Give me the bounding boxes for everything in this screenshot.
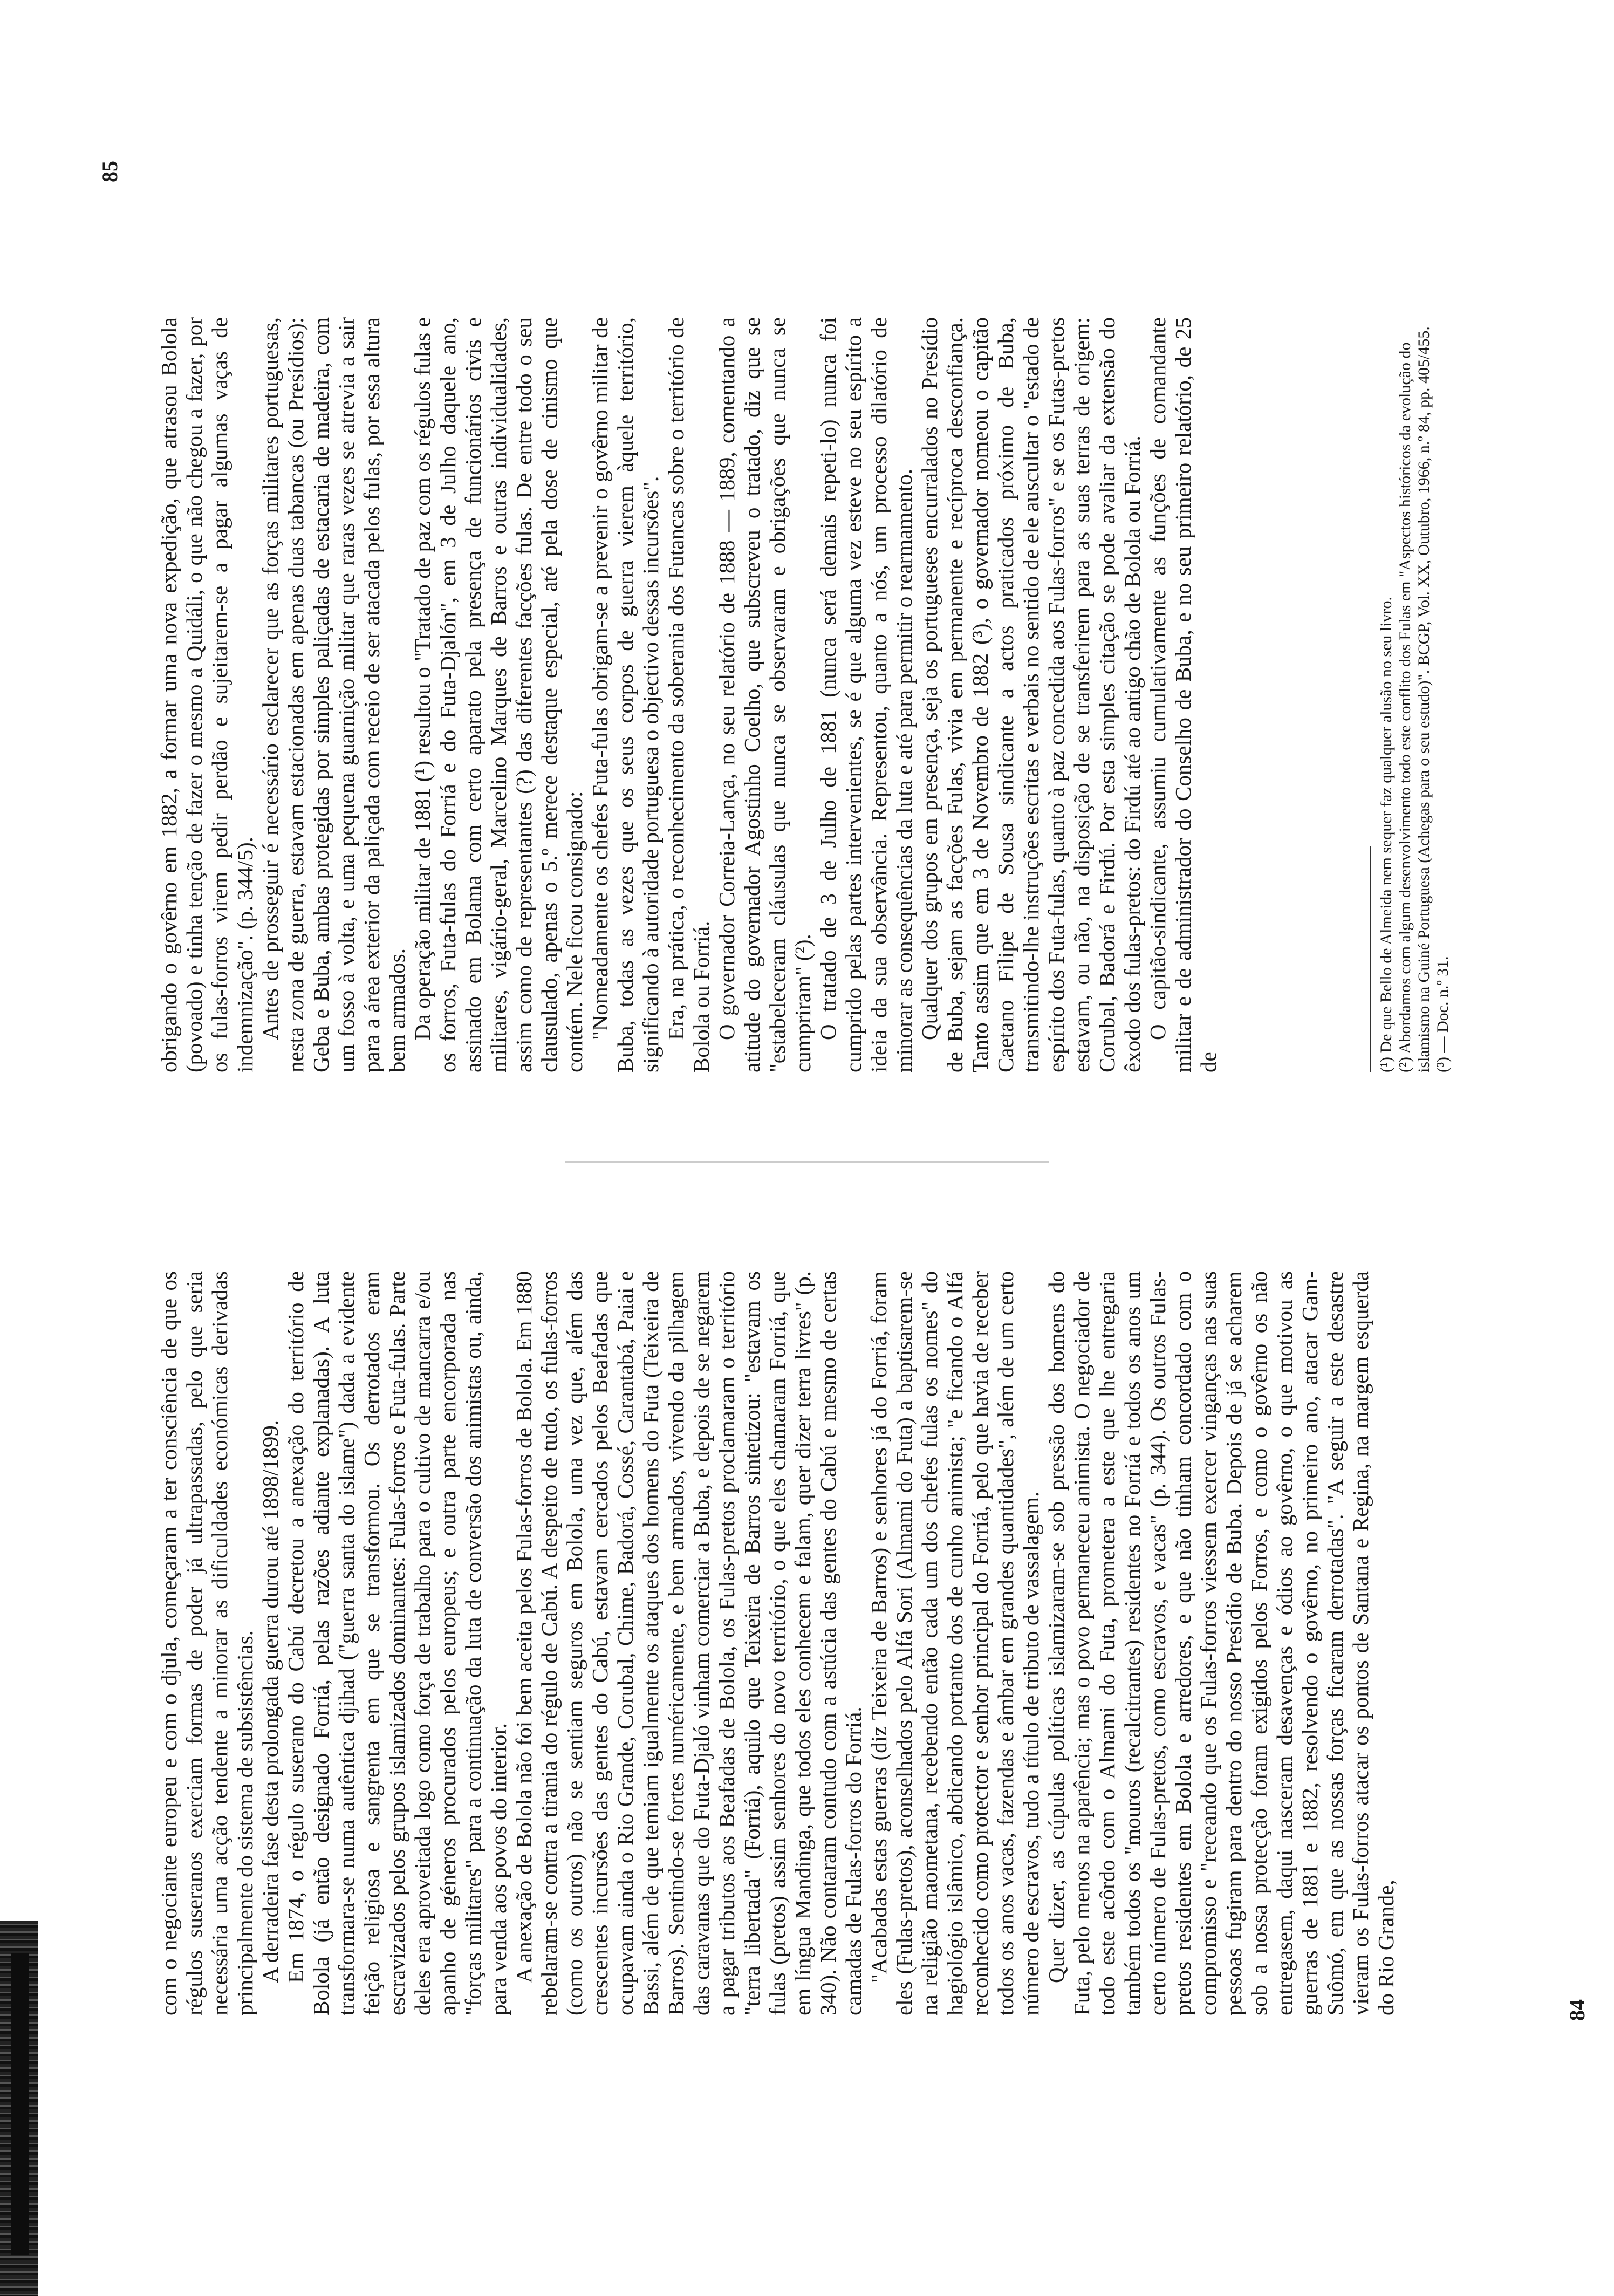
paragraph: Antes de prosseguir é necessário esclarecer que as forças militares portuguesas, nesta zona de guerra, estavam estacionadas em apenas duas tabancas (ou Presídios): Geba e Buba, ambas protegidas por simples paliçadas de estacaria de madeira, com um fosso à volta, e uma pequena guarnição militar que raras vezes se atrevia a sair para a área exterior da paliçada com receio de ser atacada pelos fulas, por essa altura bem armados. [258, 317, 409, 1072]
paragraph: Era, na prática, o reconhecimento da soberania dos Futancas sobre o território de Bolola ou Forriá. [664, 317, 714, 1072]
page-number: 85 [98, 161, 122, 182]
paragraph: Da operação militar de 1881 (¹) resultou o "Tratado de paz com os régulos fulas e os forros, Futa-fulas do Forriá e do Futa-Djalón", em 3 de Julho daquele ano, assinado em Bolama com certo aparato pela presença de funcionários civis e militares, vigário-geral, Marcelino Marques de Barros e outras individualidades, assim como de representantes (?) das diferentes facções fulas. De entre todo o seu clausulado, apenas o 5.º merece destaque especial, até pela dose de cinismo que contém. Nele ficou consignado: [410, 317, 587, 1072]
paragraph: Em 1874, o régulo suserano do Cabú decretou a anexação do território de Bolola (já então designado Forriá, pelas razões adiante explanadas). A luta transformara-se numa autêntica djihad ("guerra santa do islame") dada a evidente feição religiosa e sangrenta em que se transformou. Os derrotados eram escravizados pelos grupos islamizados dominantes: Fulas-forros e Futa-fulas. Parte deles era aproveitada logo como força de trabalho para o cultivo de mancarra e/ou apanho de géneros procurados pelos europeus; e outra parte encorporada nas "forças militares" para a continuação da luta de conversão dos animistas ou, ainda, para venda aos povos do interior. [283, 1271, 511, 2015]
paragraph: O capitão-sindicante, assumiu cumulativamente as funções de comandante militar e de administrador do Conselho de Buba, e no seu primeiro relatório, de 25 de [1145, 317, 1221, 1072]
footnote-rule [1370, 846, 1371, 1072]
paragraph: "Acabadas estas guerras (diz Teixeira de Barros) e senhores já do Forriá, foram eles (Fulas-pretos), aconselhados pelo Alfá Sori (Almami do Futa) a baptisarem-se na religião maometana, recebendo então cada um dos chefes fulas os nomes" do hagiológio islâmico, abdicando portanto dos de cunho animista; "e ficando o Alfá reconhecido como protector e senhor principal do Forriá, pelo que havia de receber todos os anos vacas, fazendas e âmbar em grandes quantidades", além de um certo número de escravos, tudo a título de tributo de vassalagem. [866, 1271, 1043, 2015]
paragraph: A anexação de Bolola não foi bem aceita pelos Fulas-forros de Bolola. Em 1880 rebelaram-se contra a tirania do régulo de Cabú. A despeito de tudo, os fulas-forros (como os outros) não se sentiam seguros em Bolola, uma vez que, além das crescentes incursões das gentes do Cabú, estavam cercados pelos Beafadas que ocupavam ainda o Rio Grande, Corubal, Chime, Badorá, Cossé, Carantabá, Paiai e Bassi, além de que temiam igualmente os ataques dos homens do Futa (Teixeira de Barros). Sentindo-se fortes numéricamente, e bem armados, vivendo da pilhagem das caravanas que do Futa-Djaló vinham comerciar a Buba, e depois de se negarem a pagar tributos aos Beafadas de Bolola, os Fulas-pretos proclamaram o território "terra libertada" (Forriá), aquilo que Teixeira de Barros sintetizou: "estavam os fulas (pretos) assim senhores do novo território, o que eles chamaram Forriá, que em língua Mandinga, que todos eles conhecem e falam, quer dizer terra livres" (p. 340). Não contaram contudo com a astúcia das gentes do Cabú e mesmo de certas camadas de Fulas-forros do Forriá. [511, 1271, 866, 2015]
paragraph: Qualquer dos grupos em presença, seja os portugueses encurralados no Presídio de Buba, sejam as facções Fulas, vivia em permanente e recíproca desconfiança. Tanto assim que em 3 de Novembro de 1882 (³), o governador nomeou o capitão Caetano Filipe de Sousa sindicante a actos praticados próximo de Buba, transmitindo-lhe instruções escritas e verbais no sentido de ele auscultar o "estado de espírito dos Futa-fulas, quanto à paz concedida aos Fulas-forros" e se os Futas-pretos estavam, ou não, na disposição de se transferirem para as suas terras de origem: Corubal, Badorá e Firdú. Por esta simples citação se pode avaliar da extensão do êxodo dos fulas-pretos: do Firdú até ao antigo chão de Bolola ou Forriá. [917, 317, 1145, 1072]
footnotes [1370, 317, 1452, 1072]
footnote: (²) Abordamos com algum desenvolvimento todo este conflito dos Fulas em "Aspectos históricos da evolução do islamismo na Guiné Portuguesa (Achegas para o seu estudo)". BCGP, Vol. XX, Outubro, 1966, n.º 84, pp. 405/455. [1396, 326, 1433, 1072]
paragraph: "Nomeadamente os chefes Futa-fulas obrigam-se a prevenir o govêrno militar de Buba, todas as vezes que os seus corpos de guerra vierem àquele território, significando à autoridade portuguesa o objectivo dessas incursões". [587, 317, 663, 1072]
paragraph: O tratado de 3 de Julho de 1881 (nunca será demais repeti-lo) nunca foi cumprido pelas partes intervenientes, se é que alguma vez esteve no seu espírito a ideia da sua observância. Representou, quanto a nós, um processo dilatório de minorar as consequências da luta e até para permitir o rearmamento. [816, 317, 917, 1072]
paragraph: obrigando o govêrno em 1882, a formar uma nova expedição, que atrasou Bolola (povoado) e tinha tenção de fazer o mesmo a Quidáli, o que não chegou a fazer, por os fulas-forros virem pedir perdão e sujeitarem-se a pagar algumas vaças de indemnização". (p. 344/5). [156, 317, 257, 1072]
paragraph: A derradeira fase desta prolongada guerra durou até 1898/1899. [258, 1420, 283, 1983]
paragraph: O governador Correia-Lança, no seu relatório de 1888 — 1889, comentando a atitude do governador Agostinho Coelho, que subscreveu o tratado, diz que se "estabeleceram cláusulas que nunca se observaram e obrigações que nunca se cumpriram" (²). [714, 317, 815, 1072]
footnote: (³) — Doc. n.º 31. [1434, 956, 1452, 1072]
paragraph: Quer dizer, as cúpulas políticas islamizaram-se sob pressão dos homens do Futa, pelo menos na aparência; mas o povo permaneceu animista. O negociador de todo este acôrdo com o Almami do Futa, prometera a este que lhe entregaria também todos os "mouros (recalcitrantes) residentes no Forriá e todos os anos um certo número de Fulas-pretos, como escravos, e vacas" (p. 344). Os outros Fulas-pretos residentes em Bolola e arredores, e que não tinham concordado com o compromisso e "receando que os Fulas-forros viessem exercer vinganças nas suas pessoas fugiram para dentro do nosso Presídio de Buba. Depois de já se acharem sob a nossa protecção foram exigidos pelos Forros, e como o govêrno os não entregasem, daqui nasceram desavenças e ódios ao govêrno, o que motivou as guerras de 1881 e 1882, resolvendo o govêrno, no primeiro ano, atacar Gam-Suômó, em que as nossas forças ficaram derrotadas". "A seguir a este desastre vieram os Fulas-forros atacar os pontos de Santana e Regina, na margem esquerda do Rio Grande, [1044, 1271, 1398, 2015]
footnote: (¹) De que Bello de Almeida nem sequer faz qualquer alusão no seu livro. [1377, 596, 1395, 1072]
left-page-text [156, 1271, 1399, 2015]
left-page [0, 1148, 1614, 2296]
right-page-text [156, 317, 1221, 1072]
page-number: 84 [1565, 1999, 1589, 2021]
paragraph: com o negociante europeu e com o djula, começaram a ter consciência de que os régulos suseranos exerciam formas de poder já ultrapassadas, pelo que seria necessária uma acção tendente a minorar as dificuldades económicas derivadas principalmente do sistema de subsistências. [156, 1271, 257, 2015]
